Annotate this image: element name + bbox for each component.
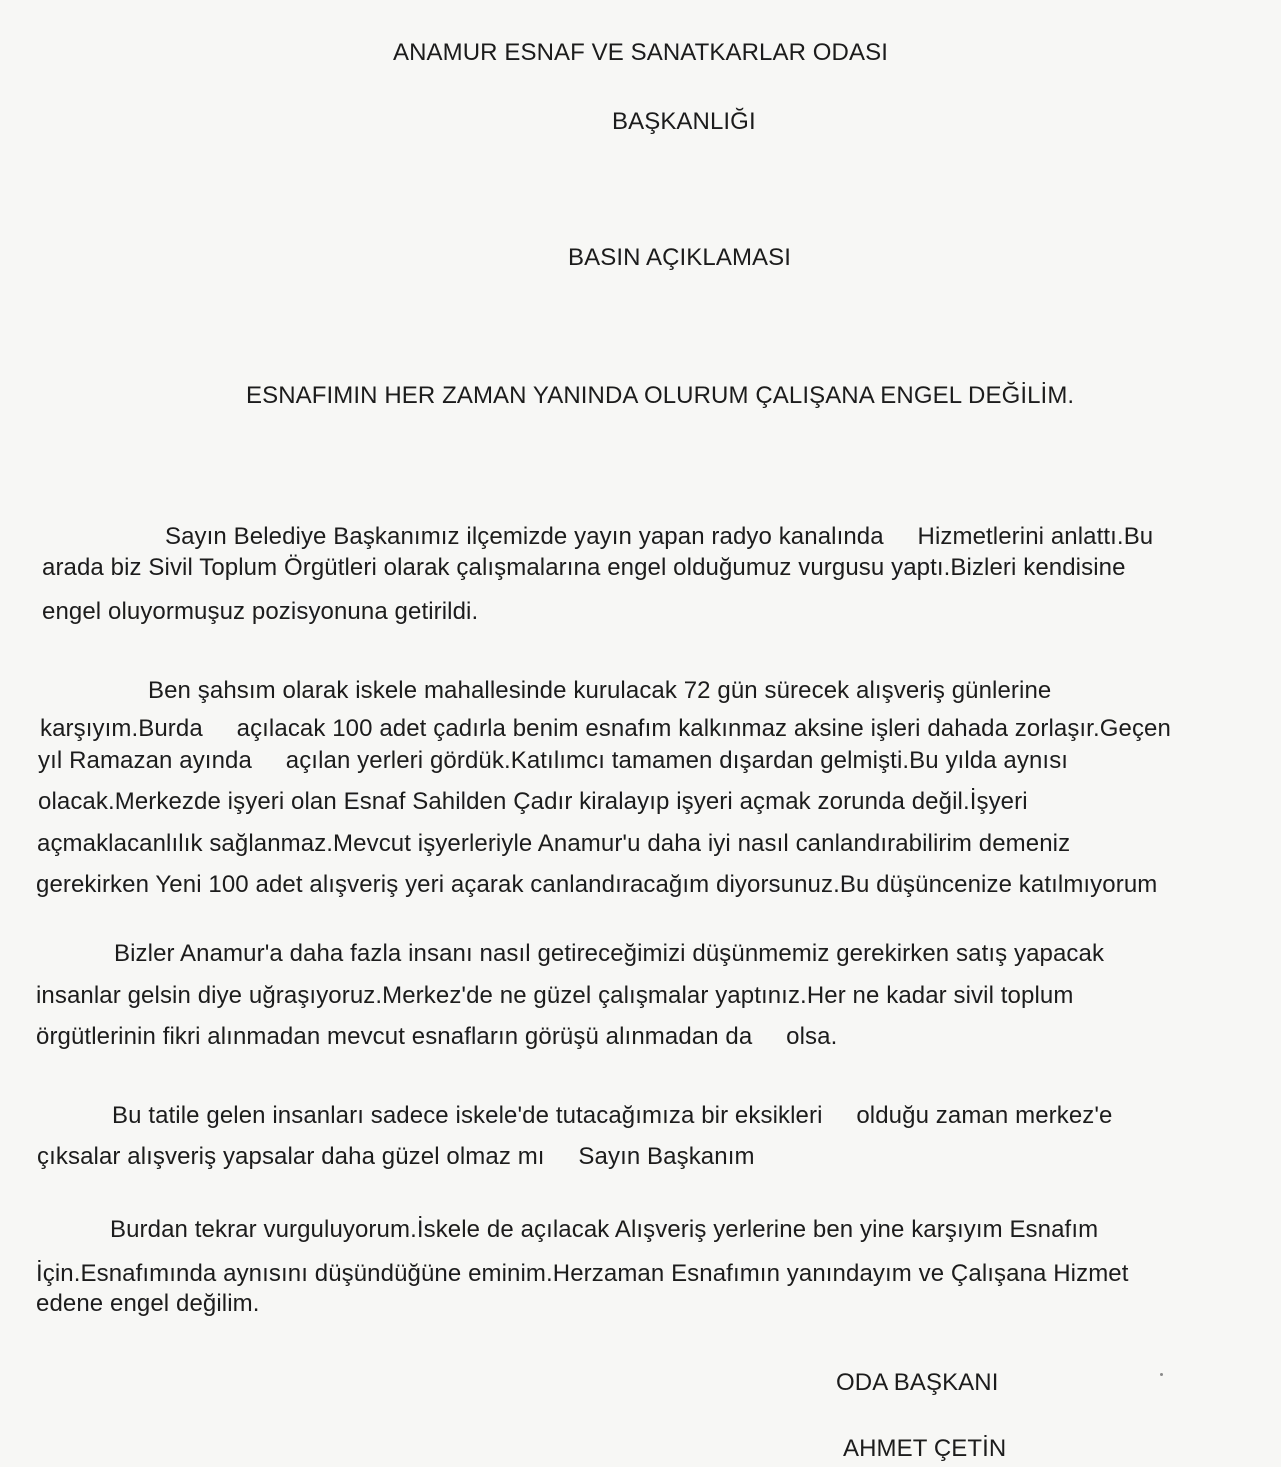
paragraph-4-line-1: Bu tatile gelen insanları sadece iskele'de tutacağımıza bir eksikleri olduğu zaman merkez'e (112, 1102, 1113, 1129)
paragraph-2-line-2: karşıyım.Burda açılacak 100 adet çadırla benim esnafım kalkınmaz aksine işleri dahada zorlaşır.Geçen (40, 715, 1171, 742)
paragraph-2-line-1: Ben şahsım olarak iskele mahallesinde kurulacak 72 gün sürecek alışveriş günlerine (148, 677, 1052, 704)
paragraph-4-line-2: çıksalar alışveriş yapsalar daha güzel olmaz mı Sayın Başkanım (37, 1143, 755, 1170)
paragraph-1-line-2: arada biz Sivil Toplum Örgütleri olarak çalışmalarına engel olduğumuz vurgusu yaptı.Bizleri kendisine (42, 554, 1126, 581)
paragraph-3-line-2: insanlar gelsin diye uğraşıyoruz.Merkez'de ne güzel çalışmalar yaptınız.Her ne kadar sivil toplum (36, 982, 1074, 1009)
headline: ESNAFIMIN HER ZAMAN YANINDA OLURUM ÇALIŞANA ENGEL DEĞİLİM. (246, 382, 1075, 409)
paragraph-1-line-3: engel oluyormuşuz pozisyonuna getirildi. (42, 598, 479, 625)
organization-subtitle: BAŞKANLIĞI (612, 108, 756, 135)
paragraph-5-line-1: Burdan tekrar vurguluyorum.İskele de açılacak Alışveriş yerlerine ben yine karşıyım Esnafım (110, 1216, 1099, 1243)
paragraph-2-line-5: açmaklacanlılık sağlanmaz.Mevcut işyerleriyle Anamur'u daha iyi nasıl canlandırabilirim demeniz (37, 830, 1071, 857)
document-type: BASIN AÇIKLAMASI (568, 244, 792, 271)
paragraph-2-line-4: olacak.Merkezde işyeri olan Esnaf Sahilden Çadır kiralayıp işyeri açmak zorunda değil.İşyeri (38, 788, 1028, 815)
paragraph-2-line-3: yıl Ramazan ayında açılan yerleri gördük.Katılımcı tamamen dışardan gelmişti.Bu yılda aynısı (38, 747, 1069, 774)
signature-title: ODA BAŞKANI (836, 1369, 999, 1396)
paragraph-3-line-1: Bizler Anamur'a daha fazla insanı nasıl getireceğimizi düşünmemiz gerekirken satış yapacak (114, 940, 1105, 967)
paragraph-5-line-3: edene engel değilim. (36, 1290, 260, 1317)
paragraph-3-line-3: örgütlerinin fikri alınmadan mevcut esnafların görüşü alınmadan da olsa. (36, 1023, 838, 1050)
scan-speck (1160, 1373, 1163, 1376)
paragraph-1-line-1: Sayın Belediye Başkanımız ilçemizde yayın yapan radyo kanalında Hizmetlerini anlattı.Bu (165, 523, 1154, 550)
paragraph-5-line-2: İçin.Esnafımında aynısını düşündüğüne eminim.Herzaman Esnafımın yanındayım ve Çalışana Hizmet (36, 1260, 1129, 1287)
organization-name: ANAMUR ESNAF VE SANATKARLAR ODASI (393, 39, 888, 66)
signature-name: AHMET ÇETİN (843, 1435, 1007, 1462)
paragraph-2-line-6: gerekirken Yeni 100 adet alışveriş yeri açarak canlandıracağım diyorsunuz.Bu düşüncenize katılmıyorum (36, 871, 1158, 898)
